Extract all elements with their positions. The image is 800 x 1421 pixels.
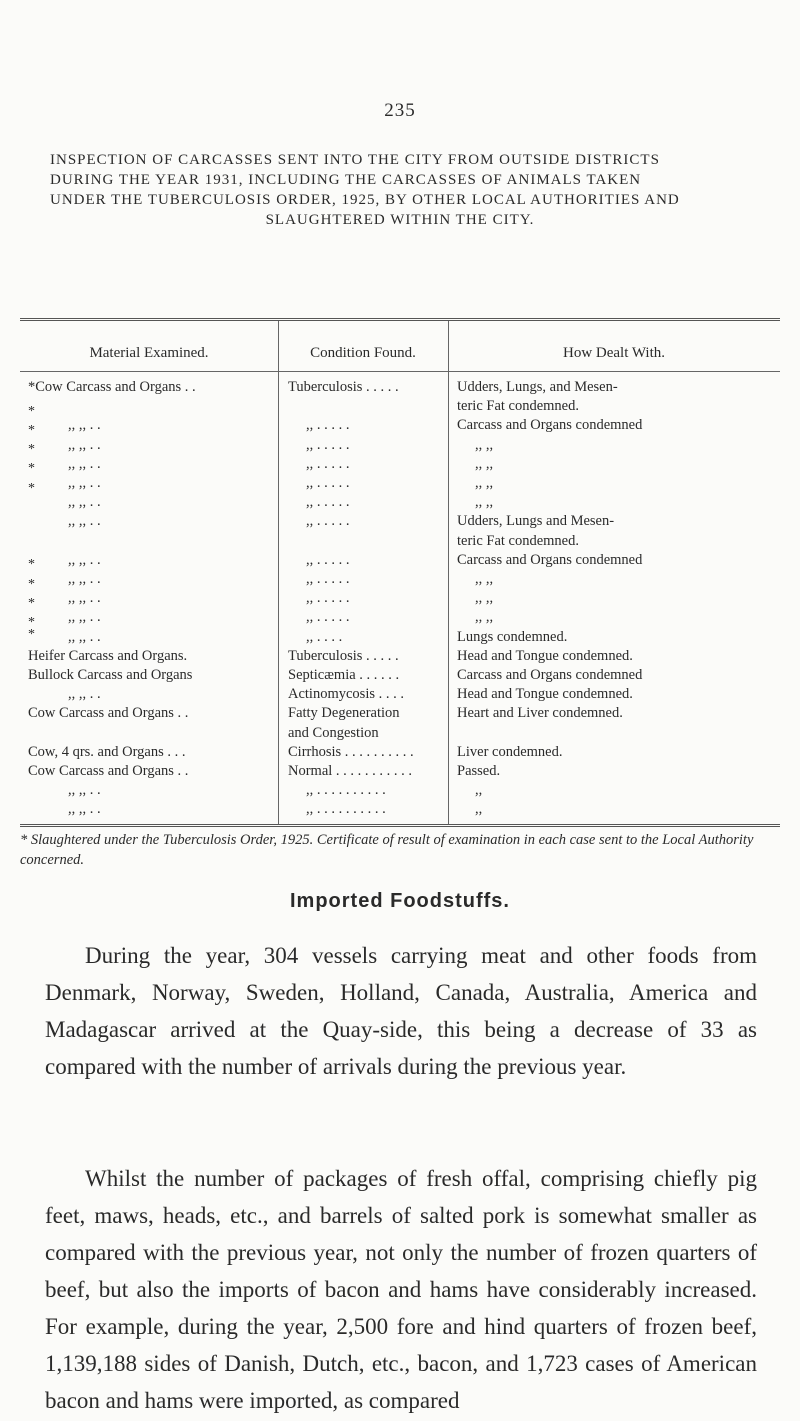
heading-line: INSPECTION OF CARCASSES SENT INTO THE CITY FROM OUTSIDE DISTRICTS	[50, 152, 660, 168]
table-cell-material: Heifer Carcass and Organs.	[28, 647, 188, 664]
tuberculosis-order-marker: *	[28, 480, 35, 496]
table-cell-material: Cow, 4 qrs. and Organs . . .	[28, 743, 186, 760]
tuberculosis-order-marker: *	[28, 615, 35, 630]
table-cell-material: ,, ,, . .	[68, 551, 101, 568]
table-cell-dealt: Head and Tongue condemned.	[457, 647, 633, 664]
table-cell-dealt: Passed.	[457, 763, 501, 779]
table-cell-material: ,, ,, . .	[68, 455, 101, 472]
paragraph: Whilst the number of packages of fresh offal, comprising chiefly pig feet, maws, heads, etc., and barrels of salted pork is somewhat smaller as compared with the previous year, not only the number of frozen quarters of beef, but also the imports of bacon and hams have considerably increased. For example, during the year, 2,500 fore and hind quarters of frozen beef, 1,139,188 sides of Danish, Dutch, etc., bacon, and 1,723 cases of American bacon and hams were imported, as compared	[45, 1166, 757, 1413]
table-cell-material: ,, ,, . .	[68, 475, 101, 491]
header-divider	[20, 371, 780, 372]
table-cell-material: ,, ,, . .	[68, 628, 101, 645]
table-cell-dealt: ,, ,,	[475, 571, 494, 587]
table-cell-condition: ,, . . . . .	[306, 590, 350, 607]
table-cell-dealt: ,,	[475, 782, 483, 799]
table-cell-condition: ,, . . . .	[306, 628, 343, 645]
table-cell-condition: Actinomycosis . . . .	[288, 686, 404, 703]
section-title: Imported Foodstuffs.	[290, 890, 510, 912]
table-cell-dealt: Head and Tongue condemned.	[457, 686, 633, 703]
table-cell-condition: Normal . . . . . . . . . . .	[288, 763, 413, 779]
table-cell-dealt: ,,	[475, 801, 483, 818]
table-cell-dealt: ,, ,,	[475, 590, 494, 607]
table-cell-dealt: ,, ,,	[475, 475, 494, 491]
tuberculosis-order-marker: *	[28, 403, 35, 419]
table-cell-condition: ,, . . . . .	[306, 609, 350, 626]
table-cell-material: ,, ,, . .	[68, 609, 101, 626]
table-cell-condition: ,, . . . . . . . . . .	[306, 801, 386, 818]
header-dealt: How Dealt With.	[562, 345, 666, 361]
table-cell-condition: Septicæmia . . . . . .	[288, 667, 400, 683]
table-cell-material: ,, ,, . .	[68, 686, 101, 703]
tuberculosis-order-marker: *	[28, 442, 35, 458]
footnote: * Slaughtered under the Tuberculosis Order, 1925. Certificate of result of examination in each case sent to the Local Authority concerned.	[20, 832, 754, 868]
table-cell-condition: and Congestion	[288, 724, 379, 741]
table-cell-dealt: Udders, Lungs and Mesen-	[457, 513, 615, 530]
table-cell-condition: Tuberculosis . . . . .	[288, 379, 399, 395]
heading-line: UNDER THE TUBERCULOSIS ORDER, 1925, BY OTHER LOCAL AUTHORITIES AND	[50, 192, 680, 208]
tuberculosis-order-marker: *	[28, 626, 35, 642]
table-cell-condition: ,, . . . . .	[306, 436, 350, 453]
table-cell-dealt: Carcass and Organs condemned	[457, 551, 643, 568]
table-cell-material: ,, ,, . .	[68, 513, 101, 530]
table-cell-material: *Cow Carcass and Organs . .	[28, 379, 196, 395]
table-cell-material: Cow Carcass and Organs . .	[28, 705, 189, 722]
paragraph: During the year, 304 vessels carrying meat and other foods from Denmark, Norway, Sweden, Holland, Canada, Australia, America and Madagascar arrived at the Quay-side, this being a decrease of 33 as compared with the number of arrivals during the previous year.	[45, 943, 757, 1079]
table-cell-dealt: Heart and Liver condemned.	[457, 705, 623, 722]
page-number: 235	[384, 100, 416, 121]
tuberculosis-order-marker: *	[28, 423, 35, 438]
page-heading	[50, 150, 750, 230]
tuberculosis-order-marker: *	[28, 576, 35, 592]
table-cell-condition: ,, . . . . .	[306, 513, 350, 530]
table-cell-condition: ,, . . . . .	[306, 475, 350, 491]
table-cell-condition: Fatty Degeneration	[288, 705, 400, 722]
table-cell-condition: ,, . . . . .	[306, 455, 350, 472]
header-condition: Condition Found.	[310, 345, 416, 361]
heading-line: SLAUGHTERED WITHIN THE CITY.	[265, 212, 535, 228]
table-cell-material: ,, ,, . .	[68, 494, 101, 511]
table-cell-dealt: Carcass and Organs condemned	[457, 667, 643, 683]
table-cell-dealt: ,, ,,	[475, 455, 494, 472]
table-cell-condition: ,, . . . . .	[306, 551, 350, 568]
table-cell-material: Bullock Carcass and Organs	[28, 667, 193, 683]
table-cell-material: ,, ,, . .	[68, 436, 101, 453]
table-cell-material: ,, ,, . .	[68, 571, 101, 587]
header-material: Material Examined.	[89, 345, 209, 361]
table-cell-condition: Tuberculosis . . . . .	[288, 647, 399, 664]
table-cell-dealt: Udders, Lungs, and Mesen-	[457, 379, 618, 395]
table-cell-dealt: teric Fat condemned.	[457, 398, 579, 415]
table-cell-dealt: ,, ,,	[475, 494, 494, 511]
tuberculosis-order-marker: *	[28, 595, 35, 611]
heading-line: DURING THE YEAR 1931, INCLUDING THE CARCASSES OF ANIMALS TAKEN	[50, 172, 642, 188]
table-cell-material: ,, ,, . .	[68, 590, 101, 607]
tuberculosis-order-marker: *	[28, 557, 35, 573]
table-cell-material: ,, ,, . .	[68, 417, 101, 434]
table-cell-condition: ,, . . . . .	[306, 417, 350, 434]
table-cell-condition: ,, . . . . .	[306, 494, 350, 511]
table-cell-material: ,, ,, . .	[68, 801, 101, 818]
table-cell-condition: ,, . . . . . . . . . .	[306, 782, 386, 799]
table-cell-condition: Cirrhosis . . . . . . . . . .	[288, 743, 414, 760]
table-cell-condition: ,, . . . . .	[306, 571, 350, 587]
table-cell-dealt: Lungs condemned.	[457, 628, 568, 645]
tuberculosis-order-marker: *	[28, 461, 35, 477]
table-cell-dealt: Carcass and Organs condemned	[457, 417, 643, 434]
inspection-table	[20, 318, 780, 827]
table-cell-dealt: ,, ,,	[475, 609, 494, 626]
table-cell-material: ,, ,, . .	[68, 782, 101, 799]
table-cell-material: Cow Carcass and Organs . .	[28, 763, 189, 779]
table-cell-dealt: teric Fat condemned.	[457, 532, 579, 549]
table-cell-dealt: Liver condemned.	[457, 743, 563, 760]
table-cell-dealt: ,, ,,	[475, 436, 494, 453]
